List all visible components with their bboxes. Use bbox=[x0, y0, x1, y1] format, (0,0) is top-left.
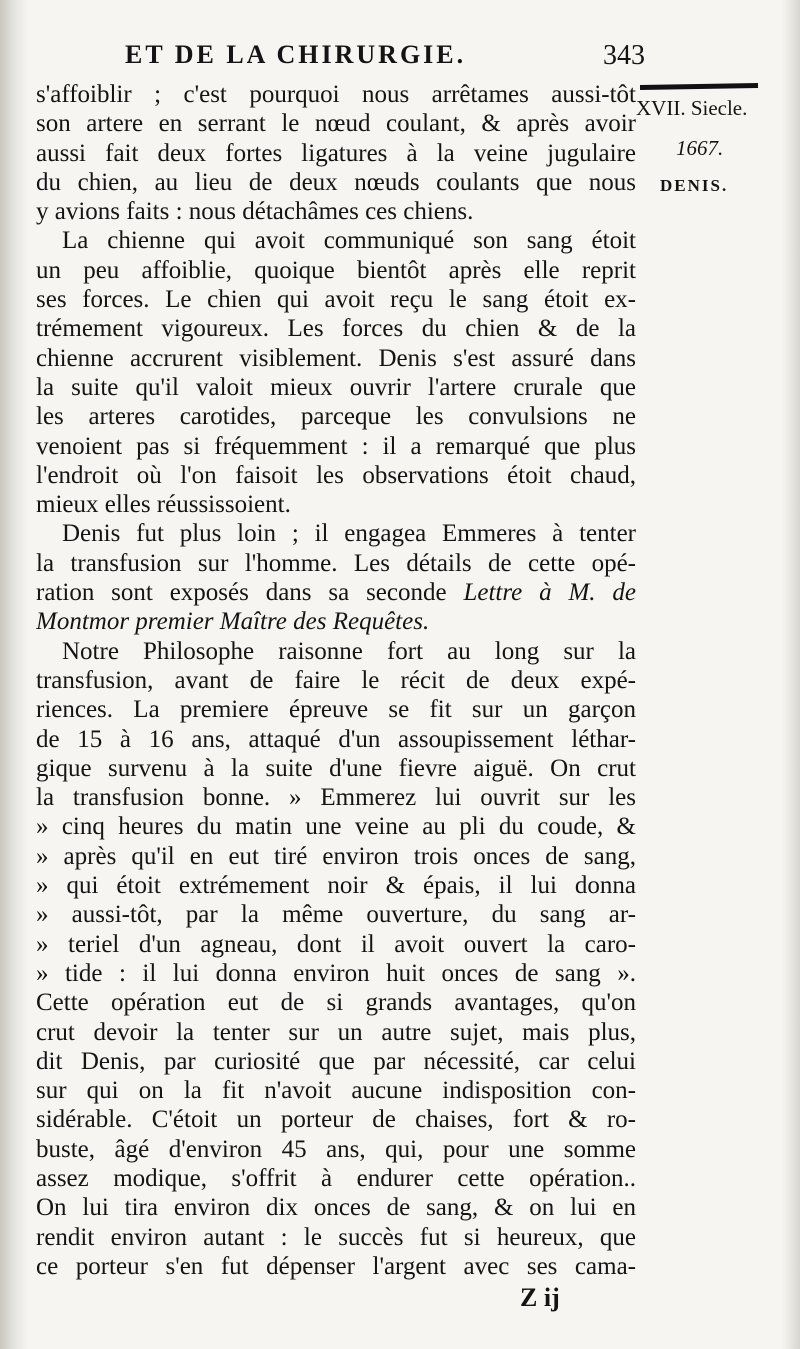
text-line: du chien, au lieu de deux nœuds coulants que nous bbox=[36, 168, 636, 196]
text-line: transfusion, avant de faire le récit de deux expé- bbox=[36, 666, 636, 694]
text-line-italic bbox=[36, 607, 636, 636]
text-line: » cinq heures du matin une veine au pli du coude, & bbox=[36, 813, 636, 841]
text-line: crut devoir la tenter sur un autre sujet, mais plus, bbox=[36, 1018, 636, 1046]
text-line: aussi fait deux fortes ligatures à la veine jugulaire bbox=[36, 139, 636, 167]
italic-title-fragment: Montmor premier Maître des Requêtes. bbox=[36, 608, 430, 636]
text-line: sur qui on la fit n'avoit aucune indisposition con- bbox=[36, 1077, 636, 1105]
margin-year: 1667. bbox=[676, 136, 724, 160]
text-line: » qui étoit extrémement noir & épais, il lui donna bbox=[36, 872, 636, 900]
text-line: ses forces. Le chien qui avoit reçu le sang étoit ex- bbox=[36, 286, 636, 314]
text-fragment: ration sont exposés dans sa seconde bbox=[36, 579, 464, 607]
text-line: un peu affoiblie, quoique bientôt après elle reprit bbox=[36, 256, 636, 284]
page-gutter bbox=[0, 0, 28, 1349]
text-line: y avions faits : nous détachâmes ces chiens. bbox=[36, 198, 474, 226]
text-line: Denis fut plus loin ; il engagea Emmeres à tenter bbox=[62, 520, 636, 548]
margin-century: XVII. Siecle. bbox=[636, 96, 748, 120]
text-line: riences. La premiere épreuve se fit sur un garçon bbox=[36, 696, 636, 724]
text-line: venoient pas si fréquemment : il a remarqué que plus bbox=[36, 432, 636, 460]
text-line: Cette opération eut de si grands avantages, qu'on bbox=[36, 989, 636, 1017]
text-line: dit Denis, par curiosité que par nécessité, car celui bbox=[36, 1047, 636, 1075]
text-line: » teriel d'un agneau, dont il avoit ouvert la caro- bbox=[36, 930, 636, 958]
text-line: » aussi-tôt, par la même ouverture, du sang ar- bbox=[36, 901, 636, 929]
body-text bbox=[36, 80, 636, 1281]
margin-rule bbox=[640, 83, 758, 90]
text-line: » après qu'il en eut tiré environ trois onces de sang, bbox=[36, 842, 636, 870]
signature-mark: Z ij bbox=[520, 1283, 560, 1312]
text-line: assez modique, s'offrit à endurer cette opération.. bbox=[36, 1164, 636, 1192]
text-line: son artere en serrant le nœud coulant, & après avoir bbox=[36, 110, 636, 138]
page-number: 343 bbox=[603, 40, 645, 71]
text-line: la transfusion sur l'homme. Les détails de cette opé- bbox=[36, 549, 636, 577]
text-line: l'endroit où l'on faisoit les observations étoit chaud, bbox=[36, 461, 636, 489]
text-line: mieux elles réussissoient. bbox=[36, 491, 291, 519]
margin-name: DENIS. bbox=[660, 176, 729, 195]
text-line: » tide : il lui donna environ huit onces de sang ». bbox=[36, 959, 636, 987]
text-line-with-italic bbox=[36, 578, 636, 607]
page-edge bbox=[782, 0, 800, 1349]
page-header bbox=[125, 40, 645, 76]
text-line: la transfusion bonne. » Emmerez lui ouvrit sur les bbox=[36, 784, 636, 812]
text-line: buste, âgé d'environ 45 ans, qui, pour une somme bbox=[36, 1135, 636, 1163]
text-line: gique survenu à la suite d'une fievre aiguë. On crut bbox=[36, 754, 636, 782]
italic-title-fragment: Lettre à M. de bbox=[463, 579, 636, 607]
text-line: rendit environ autant : le succès fut si heureux, que bbox=[36, 1223, 636, 1251]
text-line: s'affoiblir ; c'est pourquoi nous arrêtames aussi-tôt bbox=[36, 81, 636, 108]
text-line: les arteres carotides, parceque les convulsions ne bbox=[36, 403, 636, 431]
text-line: chienne accrurent visiblement. Denis s'est assuré dans bbox=[36, 344, 636, 372]
running-title: ET DE LA CHIRURGIE. bbox=[125, 40, 467, 69]
text-line: Notre Philosophe raisonne fort au long sur la bbox=[62, 637, 636, 665]
text-line: La chienne qui avoit communiqué son sang étoit bbox=[62, 227, 636, 255]
text-line: sidérable. C'étoit un porteur de chaises, fort & ro- bbox=[36, 1106, 636, 1134]
text-line: la suite qu'il valoit mieux ouvrir l'artere crurale que bbox=[36, 373, 636, 401]
text-line: trémement vigoureux. Les forces du chien & de la bbox=[36, 315, 636, 343]
text-line: de 15 à 16 ans, attaqué d'un assoupissement léthar- bbox=[36, 725, 636, 753]
text-line: On lui tira environ dix onces de sang, & on lui en bbox=[36, 1194, 636, 1222]
text-line: ce porteur s'en fut dépenser l'argent avec ses cama- bbox=[36, 1252, 636, 1280]
